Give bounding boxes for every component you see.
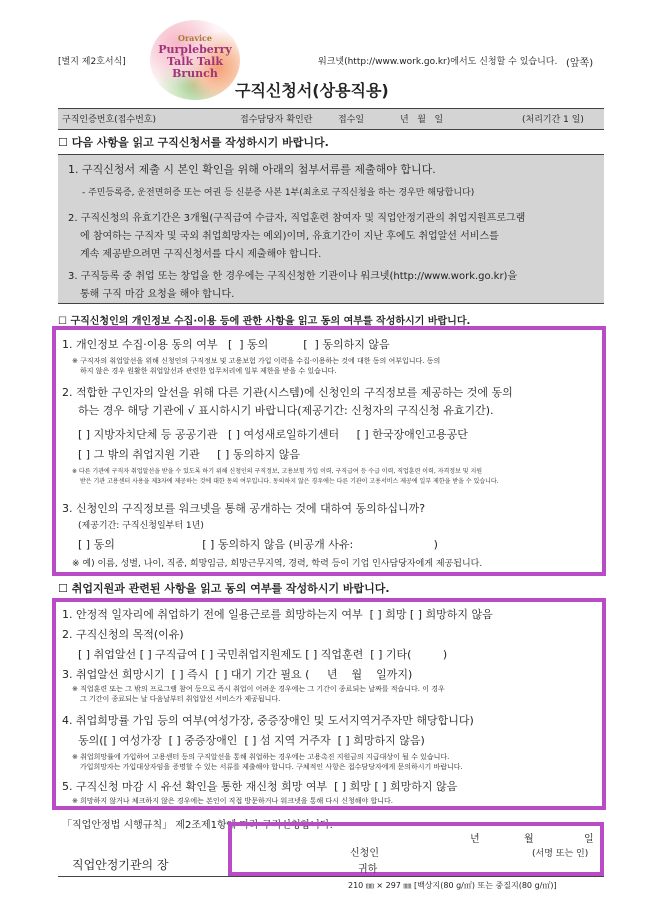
signature-hint[interactable]: (서명 또는 인) xyxy=(532,849,589,859)
worknet-notice: 워크넷(http://www.work.go.kr)에서도 신청할 수 있습니다. xyxy=(318,57,558,67)
receiver-confirm-label: 접수담당자 확인란 xyxy=(240,115,313,125)
employment-line[interactable]: [ ] 취업알선 [ ] 구직급여 [ ] 국민취업지원제도 [ ] 직업훈련 [ ] 기타( ) xyxy=(78,648,448,661)
employment-line[interactable]: 5. 구직신청 마감 시 유선 확인을 통한 재신청 희망 여부 [ ] 희망 [ ] 희망하지 않음 xyxy=(62,780,458,793)
logo-line-2: Talk Talk xyxy=(167,55,223,68)
consent-note: ※ 구직자의 취업알선을 위해 신청인의 구직정보 및 고용보험 가입 이력을 수집·이용하는 것에 대한 동의 여부입니다. 동의 xyxy=(72,357,441,365)
footer-divider xyxy=(58,876,604,877)
consent-line: 하는 경우 해당 기관에 √ 표시하시기 바랍니다(제공기간: 신청자의 구직신청 유효기간). xyxy=(78,404,494,417)
employment-line: 2. 구직신청의 목적(이유) xyxy=(62,628,184,641)
date-year: 년 xyxy=(470,834,480,845)
consent-options[interactable]: [ ] 그 밖의 취업지원 기관 [ ] 동의하지 않음 xyxy=(78,448,301,461)
form-label: [별지 제2호서식] xyxy=(58,57,126,67)
date-month: 월 xyxy=(524,834,534,845)
consent-note: ※ 다른 기관에 구직자 취업알선을 받을 수 있도록 하기 위해 신청인의 구직정보, 고용보험 가입 이력, 구직급여 등 수급 이력, 직업훈련 이력, 자격정보 및 지원 xyxy=(72,468,483,475)
notice-line: 계속 제공받으려면 구직신청서를 다시 제출해야 합니다. xyxy=(80,249,322,260)
brand-logo xyxy=(150,20,240,100)
receipt-number-label: 구직인증번호(접수번호) xyxy=(62,115,156,125)
processing-period: (처리기간 1 일) xyxy=(522,115,584,125)
consent-options[interactable]: [ ] 동의 [ ] 동의하지 않음 (비공개 사유: ) xyxy=(78,538,438,551)
consent-line: (제공기간: 구직신청일부터 1년) xyxy=(78,521,204,531)
legal-basis: 「직업안정법 시행규칙」 제2조제1항에 따라 구직신청합니다. xyxy=(62,820,333,831)
consent-options[interactable]: [ ] 지방자치단체 등 공공기관 [ ] 여성새로일하기센터 [ ] 한국장애인고용공단 xyxy=(78,428,468,441)
notice-line: 3. 구직등록 중 취업 또는 창업을 한 경우에는 구직신청한 기관이나 워크넷(http://www.work.go.kr)을 xyxy=(68,271,518,282)
receipt-date-parts: 년 월 일 xyxy=(400,115,444,125)
logo-line-3: Brunch xyxy=(172,67,218,80)
date-day: 일 xyxy=(584,834,594,845)
notice-line: 통해 구직 마감 요청을 해야 합니다. xyxy=(80,289,235,300)
notice-line: 1. 구직신청서 제출 시 본인 확인을 위해 아래의 첨부서류를 제출해야 합니다. xyxy=(68,163,436,176)
notice-box xyxy=(58,154,604,304)
employment-line: 4. 취업희망률 가입 등의 여부(여성가장, 중증장애인 및 도서지역거주자만 해당합니다) xyxy=(62,714,474,727)
consent-note: 받은 기관 고용센터 사용을 제3자에 제공하는 것에 대한 동의 여부입니다. 동의하지 않은 경우에는 다른 기관이 고용서비스 제공에 일부 제한을 받을 수 있습니다. xyxy=(80,478,499,485)
addressee-suffix: 귀하 xyxy=(358,864,378,875)
applicant-label: 신청인 xyxy=(350,848,379,859)
consent-line: 3. 신청인의 구직정보를 워크넷을 통해 공개하는 것에 대하여 동의하십니까? xyxy=(62,502,426,515)
employment-heading: ☐ 취업지원과 관련된 사항을 읽고 동의 여부를 작성하시기 바랍니다. xyxy=(58,582,390,595)
notice-line: 2. 구직신청의 유효기간은 3개월(구직급여 수급자, 직업훈련 참여자 및 직업안정기관의 취업지원프로그램 xyxy=(68,213,526,224)
agency-head: 직업안정기관의 장 xyxy=(72,858,169,872)
notice-line: - 주민등록증, 운전면허증 또는 여권 등 신분증 사본 1부(최초로 구직신청을 하는 경우만 해당합니다) xyxy=(82,188,475,198)
consent-heading: ☐ 구직신청인의 개인정보 수집·이용 등에 관한 사항을 읽고 동의 여부를 작성하시기 바랍니다. xyxy=(58,316,471,327)
logo-small-text: Oravice xyxy=(177,33,212,43)
consent-line: 2. 적합한 구인자의 알선을 위해 다른 기관(시스템)에 신청인의 구직정보를 제공하는 것에 동의 xyxy=(62,386,513,399)
logo-line-1: Purpleberry xyxy=(158,43,232,56)
consent-line: 1. 개인정보 수집·이용 동의 여부 [ ] 동의 [ ] 동의하지 않음 xyxy=(62,338,390,351)
employment-line[interactable]: 동의([ ] 여성가장 [ ] 중증장애인 [ ] 섬 지역 거주자 [ ] 희망하지 않음) xyxy=(78,734,425,747)
employment-note: ※ 취업희망률에 가입하여 고용센터 등의 구직알선을 통해 취업하는 경우에는 고용촉진 지원금의 지급대상이 될 수 있습니다. xyxy=(72,753,450,761)
receipt-date-label: 접수일 xyxy=(338,115,365,125)
consent-note: 하지 않은 경우 원활한 취업알선과 관련한 업무처리에 일부 제한을 받을 수 있습니다. xyxy=(80,367,337,375)
employment-line[interactable]: 1. 안정적 일자리에 취업하기 전에 일용근로를 희망하는지 여부 [ ] 희망 [ ] 희망하지 않음 xyxy=(62,608,493,621)
employment-note: ※ 직업훈련 또는 그 밖의 프로그램 참여 등으로 즉시 취업이 어려운 경우에는 그 기간이 종료되는 날짜를 적습니다. 이 경우 xyxy=(72,685,445,693)
notice-heading: ☐ 다음 사항을 읽고 구직신청서를 작성하시기 바랍니다. xyxy=(58,136,329,149)
consent-note: ※ 예) 이름, 성별, 나이, 직종, 희망임금, 희망근무지역, 경력, 학력 등이 기업 인사담당자에게 제공됩니다. xyxy=(72,559,483,569)
employment-line[interactable]: 3. 취업알선 희망시기 [ ] 즉시 [ ] 대기 기간 필요 ( 년 월 일까지) xyxy=(62,668,413,681)
employment-note: 가입희망자는 가입대상자임을 증명할 수 있는 서류를 제출해야 합니다. 구체적인 사항은 접수담당자에게 문의하시기 바랍니다. xyxy=(80,763,463,771)
paper-spec: 210 ㎜ × 297 ㎜ [백상지(80 g/㎡) 또는 중질지(80 g/㎡)] xyxy=(348,881,557,890)
page-side: (앞쪽) xyxy=(566,58,594,69)
form-title: 구직신청서(상용직용) xyxy=(235,81,389,100)
notice-line: 에 참여하는 구직자 및 국외 취업희망자는 예외)이며, 유효기간이 지난 후에도 취업알선 서비스를 xyxy=(80,231,499,242)
employment-note: 그 기간이 종료되는 날 다음날부터 취업알선 서비스가 제공됩니다. xyxy=(80,695,281,703)
employment-note: ※ 희망하지 않거나 체크하지 않은 경우에는 본인이 직접 방문하거나 워크넷을 통해 다시 신청해야 합니다. xyxy=(72,797,394,805)
